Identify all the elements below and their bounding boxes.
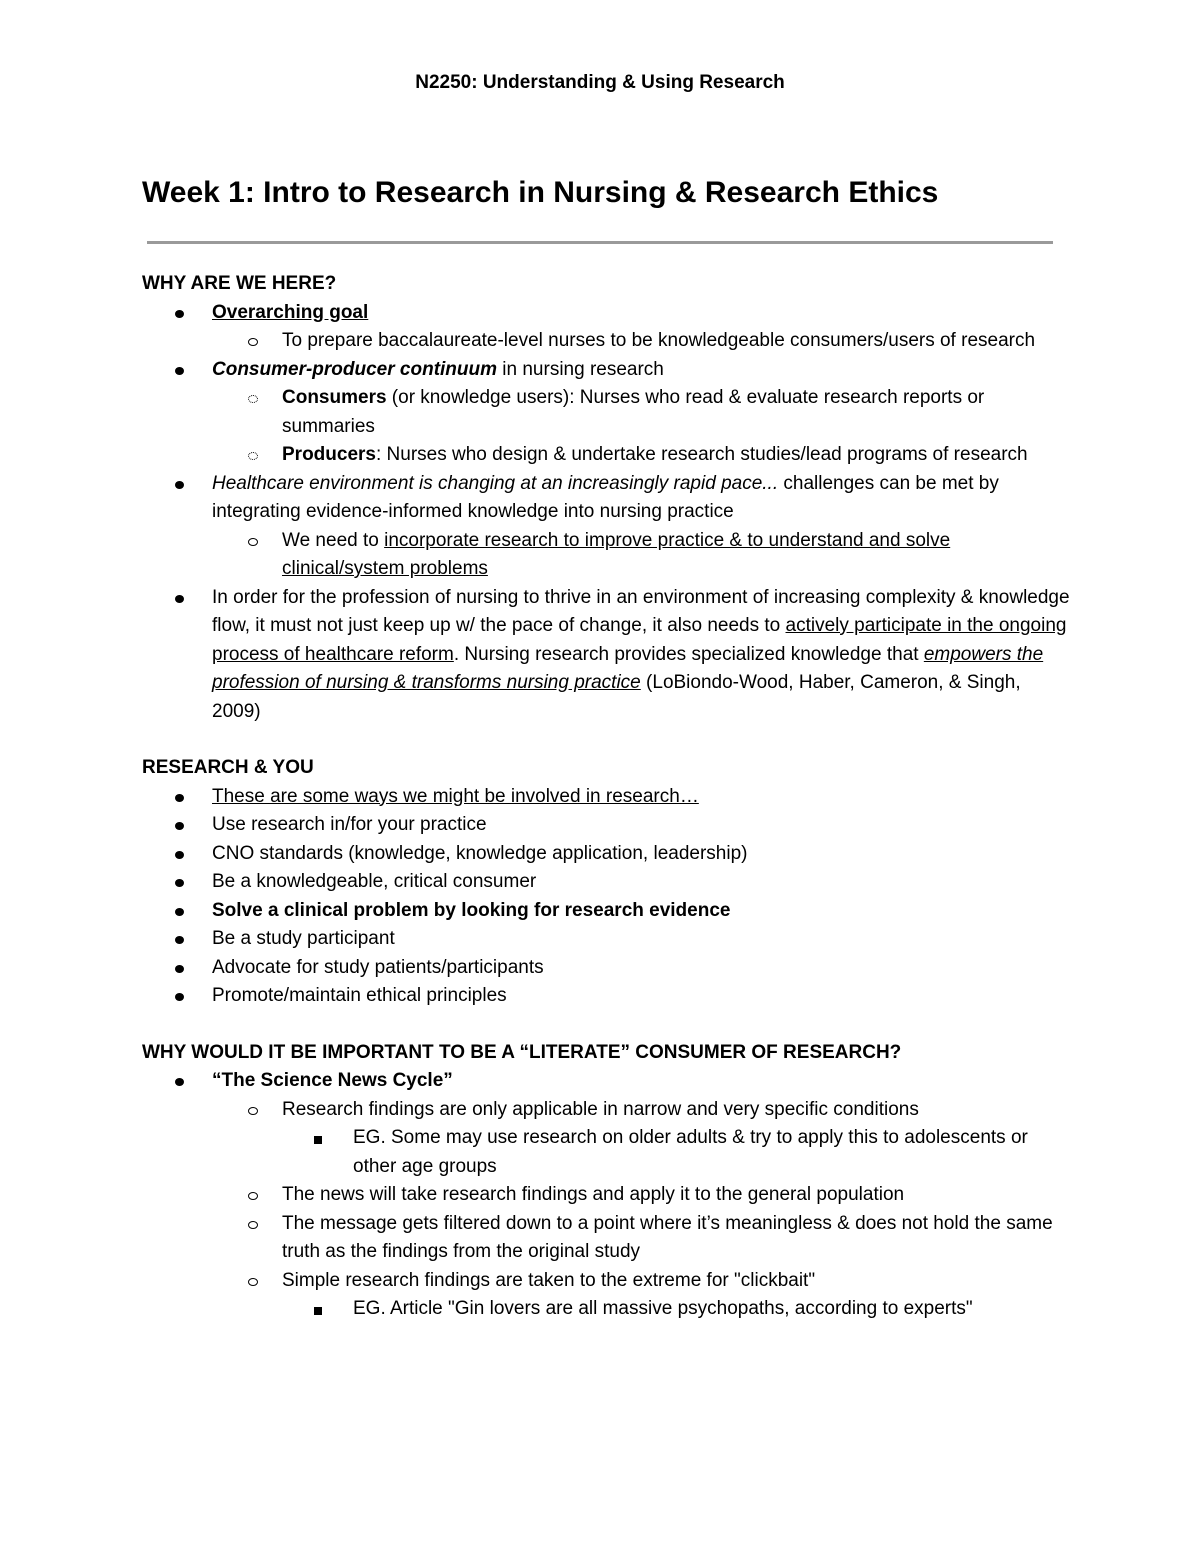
list-item: Advocate for study patients/participants xyxy=(142,954,1072,983)
list-item: Promote/maintain ethical principles xyxy=(142,982,1072,1011)
list-item: Be a study participant xyxy=(142,925,1072,954)
bullet-disc-icon xyxy=(175,840,184,869)
bullet-disc-icon xyxy=(175,470,184,499)
list-item: The message gets filtered down to a point where it’s meaningless & does not hold the same truth as the findings from the original study xyxy=(142,1210,1072,1267)
bullet-disc-icon xyxy=(175,897,184,926)
section-heading-research-you: RESEARCH & YOU xyxy=(142,757,314,778)
list-item: Overarching goal xyxy=(142,299,1072,328)
list-item: Research findings are only applicable in narrow and very specific conditions xyxy=(142,1096,1072,1125)
list-item: Solve a clinical problem by looking for research evidence xyxy=(142,897,1072,926)
bullet-disc-icon xyxy=(175,584,184,613)
bullet-square-icon xyxy=(314,1295,322,1325)
list-item: To prepare baccalaureate-level nurses to be knowledgeable consumers/users of research xyxy=(142,327,1072,356)
list-item: Consumer-producer continuum in nursing research xyxy=(142,356,1072,385)
page-title: Week 1: Intro to Research in Nursing & Research Ethics xyxy=(142,176,939,209)
bullet-dotted-circle-icon xyxy=(248,384,258,413)
section-heading-why-here: WHY ARE WE HERE? xyxy=(142,273,337,294)
list-item: These are some ways we might be involved in research… xyxy=(142,783,1072,812)
list-item: Be a knowledgeable, critical consumer xyxy=(142,868,1072,897)
list-item: “The Science News Cycle” xyxy=(142,1067,1072,1096)
section-heading-literate-consumer: WHY WOULD IT BE IMPORTANT TO BE A “LITERATE” CONSUMER OF RESEARCH? xyxy=(142,1041,902,1063)
list-item: EG. Article "Gin lovers are all massive psychopaths, according to experts" xyxy=(142,1295,1072,1324)
list-item: Consumers (or knowledge users): Nurses who read & evaluate research reports or summaries xyxy=(142,384,1072,441)
bullet-dotted-circle-icon xyxy=(248,441,258,470)
bullet-disc-icon xyxy=(175,925,184,954)
bullet-disc-icon xyxy=(175,868,184,897)
bullet-circle-icon xyxy=(248,1267,258,1296)
bullet-circle-icon xyxy=(248,1096,258,1125)
page-header: N2250: Understanding & Using Research xyxy=(415,72,785,93)
list-item: In order for the profession of nursing to thrive in an environment of increasing complexity & knowledge flow, it must not just keep up w/ the pace of change, it also needs to actively participate in the ongoing process of healthcare reform. Nursing research provides specialized knowledge that empowers the profession of nursing & transforms nursing practice (LoBiondo-Wood, Haber, Cameron, & Singh, 2009) xyxy=(142,584,1072,727)
bullet-disc-icon xyxy=(175,299,184,328)
list-item: Simple research findings are taken to the extreme for "clickbait" xyxy=(142,1267,1072,1296)
bullet-disc-icon xyxy=(175,954,184,983)
bullet-disc-icon xyxy=(175,783,184,812)
bullet-disc-icon xyxy=(175,982,184,1011)
list-item: Healthcare environment is changing at an increasingly rapid pace... challenges can be met by integrating evidence-informed knowledge into nursing practice xyxy=(142,470,1072,527)
horizontal-rule xyxy=(147,241,1053,244)
bullet-circle-icon xyxy=(248,1210,258,1239)
document-body xyxy=(142,270,1072,1324)
list-item: We need to incorporate research to improve practice & to understand and solve clinical/system problems xyxy=(142,527,1072,584)
list-item: CNO standards (knowledge, knowledge application, leadership) xyxy=(142,840,1072,869)
list-item: Use research in/for your practice xyxy=(142,811,1072,840)
bullet-square-icon xyxy=(314,1124,322,1154)
bullet-circle-icon xyxy=(248,1181,258,1210)
list-item: The news will take research findings and apply it to the general population xyxy=(142,1181,1072,1210)
list-item: EG. Some may use research on older adults & try to apply this to adolescents or other age groups xyxy=(142,1124,1072,1181)
bullet-disc-icon xyxy=(175,356,184,385)
list-item: Producers: Nurses who design & undertake research studies/lead programs of research xyxy=(142,441,1072,470)
bullet-disc-icon xyxy=(175,811,184,840)
bullet-disc-icon xyxy=(175,1067,184,1096)
bullet-circle-icon xyxy=(248,327,258,356)
bullet-circle-icon xyxy=(248,527,258,556)
